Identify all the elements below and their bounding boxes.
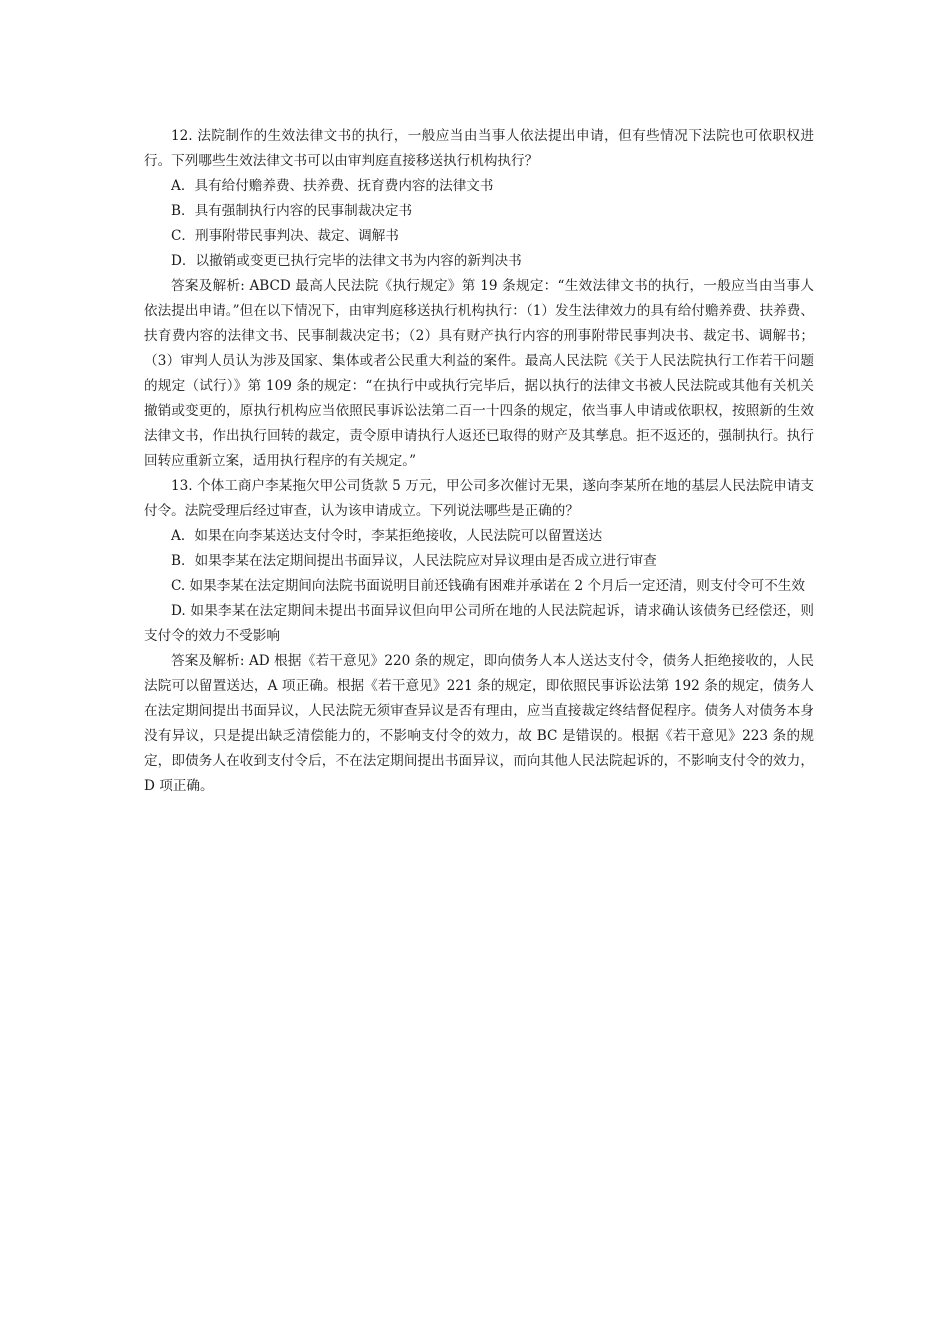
question-12-option-a: A．具有给付赡养费、扶养费、抚育费内容的法律文书 bbox=[171, 178, 494, 194]
question-13-option-a: A．如果在向李某送达支付令时，李某拒绝接收，人民法院可以留置送达 bbox=[171, 528, 603, 544]
question-13-answer: 答案及解析: AD 根据《若干意见》220 条的规定，即向债务人本人送达支付令，债务人拒绝接收的，人民法院可以留置送达，A 项正确。根据《若干意见》221 条的规定，即依照民事诉讼法第 192 条的规定，债务人在法定期间提出书面异议，人民法院无须审查异议是否有理由，应当直接裁定终结督促程序。债务人对债务本身没有异议，只是提出缺乏清偿能力的，不影响支付令的效力，故 BC 是错误的。根据《若干意见》223 条的规定，即债务人在收到支付令后，不在法定期间提出书面异议，而向其他人民法院起诉的，不影响支付令的效力，D 项正确。 bbox=[144, 653, 814, 794]
question-13-option-d: D. 如果李某在法定期间未提出书面异议但向甲公司所在地的人民法院起诉，请求确认该债务已经偿还，则支付令的效力不受影响 bbox=[144, 603, 814, 644]
question-12-option-b: B．具有强制执行内容的民事制裁决定书 bbox=[171, 203, 413, 219]
question-13-stem: 13. 个体工商户李某拖欠甲公司货款 5 万元，甲公司多次催讨无果，遂向李某所在地的基层人民法院申请支付令。法院受理后经过审查，认为该申请成立。下列说法哪些是正确的？ bbox=[144, 478, 814, 519]
question-12-option-d: D．以撤销或变更已执行完毕的法律文书为内容的新判决书 bbox=[171, 253, 522, 269]
question-12-option-c: C．刑事附带民事判决、裁定、调解书 bbox=[171, 228, 399, 244]
question-12-stem: 12. 法院制作的生效法律文书的执行，一般应当由当事人依法提出申请，但有些情况下法院也可依职权进行。下列哪些生效法律文书可以由审判庭直接移送执行机构执行？ bbox=[144, 128, 814, 169]
document-page bbox=[144, 124, 814, 799]
question-13-option-b: B．如果李某在法定期间提出书面异议，人民法院应对异议理由是否成立进行审查 bbox=[171, 553, 657, 569]
question-12-answer: 答案及解析: ABCD 最高人民法院《执行规定》第 19 条规定：“生效法律文书的执行，一般应当由当事人依法提出申请。”但在以下情况下，由审判庭移送执行机构执行：（1）发生法律效力的具有给付赡养费、扶养费、扶育费内容的法律文书、民事制裁决定书；（2）具有财产执行内容的刑事附带民事判决书、裁定书、调解书；（3）审判人员认为涉及国家、集体或者公民重大利益的案件。最高人民法院《关于人民法院执行工作若干问题的规定（试行）》第 109 条的规定：“在执行中或执行完毕后，据以执行的法律文书被人民法院或其他有关机关撤销或变更的，原执行机构应当依照民事诉讼法第二百一十四条的规定，依当事人申请或依职权，按照新的生效法律文书，作出执行回转的裁定，责令原申请执行人返还已取得的财产及其孳息。拒不返还的，强制执行。执行回转应重新立案，适用执行程序的有关规定。” bbox=[144, 278, 814, 469]
question-13-option-c: C. 如果李某在法定期间向法院书面说明目前还钱确有困难并承诺在 2 个月后一定还清，则支付令可不生效 bbox=[171, 578, 805, 594]
